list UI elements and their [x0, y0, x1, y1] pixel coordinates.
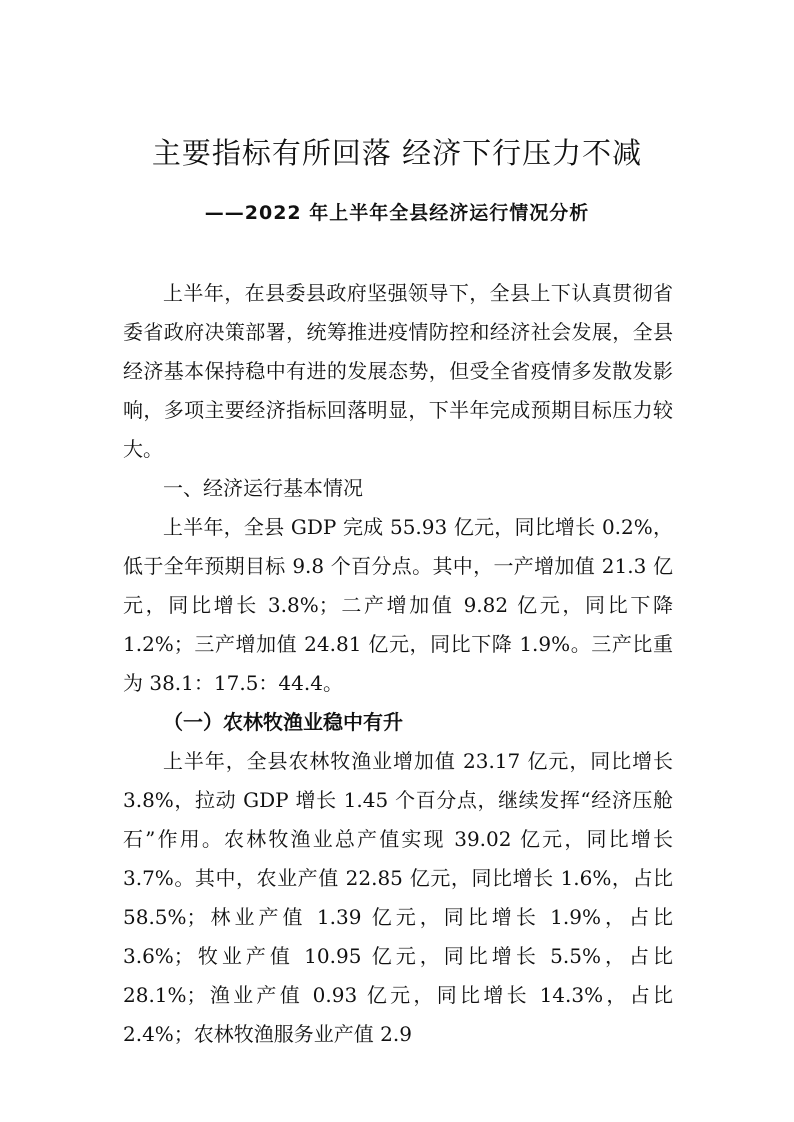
subsection-heading-agriculture: （一）农林牧渔业稳中有升	[163, 710, 403, 734]
section-heading-basic-situation: 一、经济运行基本情况	[163, 476, 363, 500]
document-body	[123, 274, 673, 1054]
document-title: 主要指标有所回落 经济下行压力不减	[151, 136, 643, 170]
document-subtitle: ——2022 年上半年全县经济运行情况分析	[204, 202, 590, 224]
intro-paragraph: 上半年，在县委县政府坚强领导下，全县上下认真贯彻省委省政府决策部署，统筹推进疫情防控和经济社会发展，全县经济基本保持稳中有进的发展态势，但受全省疫情多发散发影响，多项主要经济指标回落明显，下半年完成预期目标压力较大。	[123, 281, 673, 461]
agriculture-paragraph: 上半年，全县农林牧渔业增加值 23.17 亿元，同比增长 3.8%，拉动 GDP 增长 1.45 个百分点，继续发挥“经济压舱石”作用。农林牧渔业总产值实现 39.02 亿元，同比增长 3.7%。其中，农业产值 22.85 亿元，同比增长 1.6%，占比 58.5%；林业产值 1.39 亿元，同比增长 1.9%，占比 3.6%；牧业产值 10.95 亿元，同比增长 5.5%，占比 28.1%；渔业产值 0.93 亿元，同比增长 14.3%，占比 2.4%；农林牧渔服务业产值 2.9	[123, 749, 673, 1046]
gdp-paragraph: 上半年，全县 GDP 完成 55.93 亿元，同比增长 0.2%，低于全年预期目标 9.8 个百分点。其中，一产增加值 21.3 亿元，同比增长 3.8%；二产增加值 9.82 亿元，同比下降 1.2%；三产增加值 24.81 亿元，同比下降 1.9%。三产比重为 38.1：17.5：44.4。	[123, 515, 673, 695]
